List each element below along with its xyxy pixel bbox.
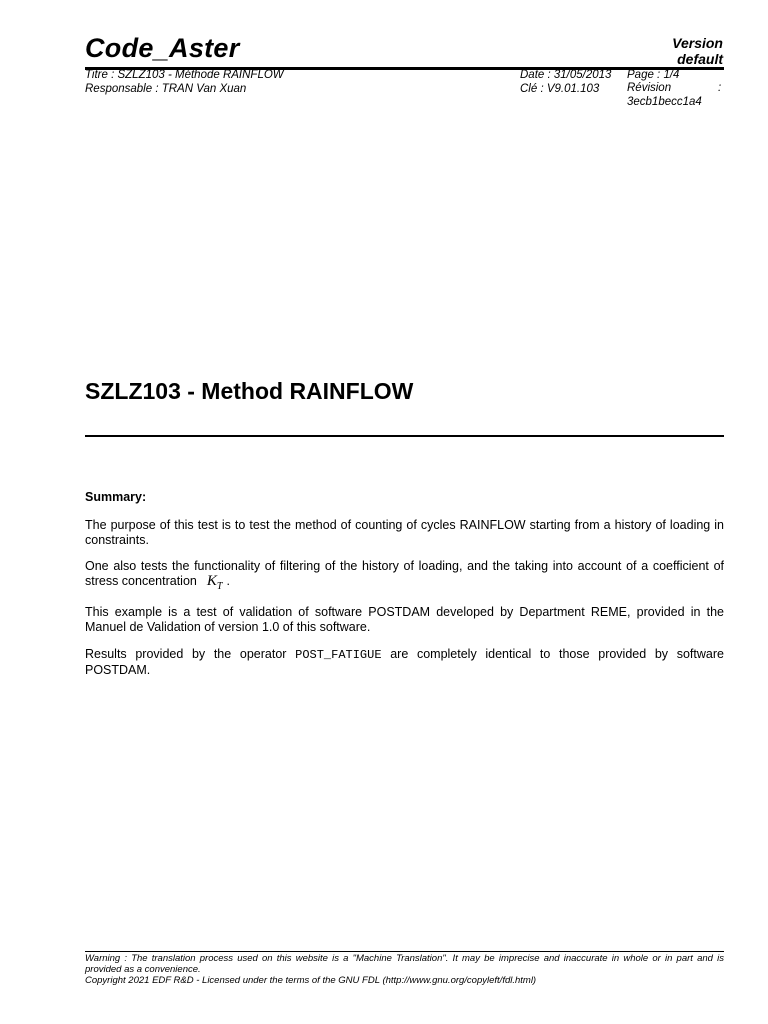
logo: Code_Aster — [85, 33, 240, 63]
summary-heading: Summary: — [85, 490, 147, 504]
footer-rule — [85, 951, 724, 952]
footer-warning: Warning : The translation process used on this website is a "Machine Translation". It may be imprecise and inaccurate in whole or in part and is provided as a convenience. — [85, 953, 724, 975]
title-divider — [85, 435, 724, 437]
paragraph-4-end: are completely identical to those provided by software POSTDAM. — [85, 647, 724, 677]
kt-symbol-main: K — [206, 573, 217, 589]
footer-copyright: Copyright 2021 EDF R&D - Licensed under the terms of the GNU FDL (http://www.gnu.org/copyleft/fdl.html) — [85, 975, 537, 986]
summary-paragraph-2 — [85, 559, 724, 594]
paragraph-2-text: One also tests the functionality of filtering of the history of loading, and the taking into account of a coefficient of stress concentration — [85, 559, 724, 588]
paragraph-4-start: Results provided by the operator — [85, 647, 287, 661]
doc-meta-key: Clé : V9.01.103 — [520, 83, 600, 95]
doc-meta-revision-value: 3ecb1becc1a4 — [627, 96, 702, 108]
kt-symbol — [206, 573, 223, 592]
paragraph-2-end: . — [226, 574, 230, 588]
doc-meta-title: Titre : SZLZ103 - Méthode RAINFLOW — [85, 69, 284, 81]
page-title: SZLZ103 - Method RAINFLOW — [85, 378, 414, 404]
summary-paragraph-3: This example is a test of validation of software POSTDAM developed by Department REME, provided in the Manuel de Validation of version 1.0 of this software. — [85, 605, 724, 634]
version-label — [672, 35, 723, 67]
version-line2: default — [677, 51, 723, 67]
version-line1: Version — [672, 35, 723, 51]
doc-meta-revision-label: Révision — [627, 82, 672, 94]
kt-symbol-sub: T — [216, 581, 223, 592]
operator-code: POST_FATIGUE — [295, 648, 382, 662]
doc-meta-responsible: Responsable : TRAN Van Xuan — [85, 83, 247, 95]
summary-paragraph-1: The purpose of this test is to test the method of counting of cycles RAINFLOW starting from a history of loading in constraints. — [85, 518, 724, 547]
doc-meta-date: Date : 31/05/2013 — [520, 69, 612, 81]
summary-paragraph-4 — [85, 647, 724, 678]
doc-meta-revision-colon: : — [718, 82, 722, 94]
doc-meta-page: Page : 1/4 — [627, 69, 680, 81]
